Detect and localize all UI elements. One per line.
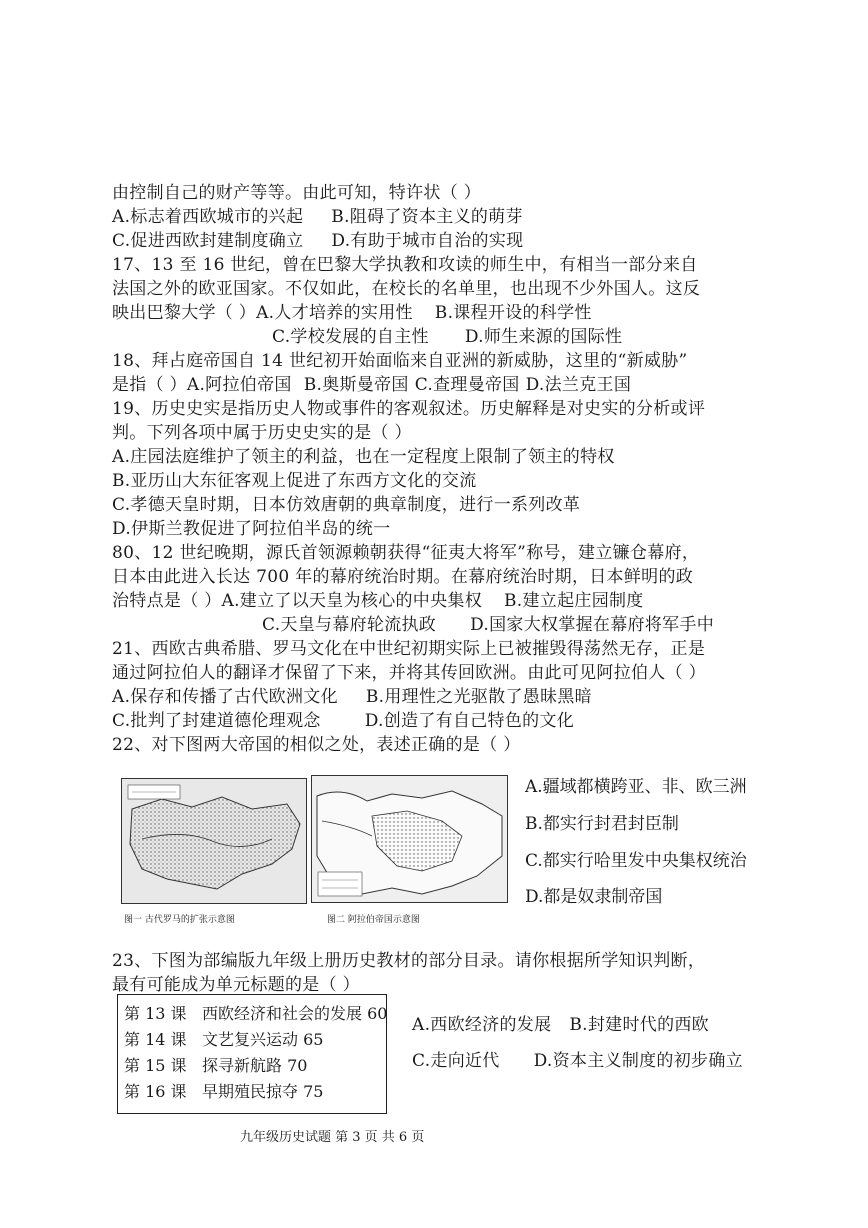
q23-option-a[interactable]: A.西欧经济的发展 [412,1015,552,1035]
toc-row [124,1053,307,1076]
toc-title: 西欧经济和社会的发展 60 [202,1004,388,1023]
q17-option-c[interactable]: C.学校发展的自主性 [272,327,429,347]
q20-stem-line3 [112,590,644,612]
q21-option-c[interactable]: C.批判了封建道德伦理观念 [112,711,321,731]
q16-option-a[interactable]: A.标志着西欧城市的兴起 [112,207,304,227]
toc-row [124,1001,387,1024]
q19-option-a[interactable]: A.庄园法庭维护了领主的利益，也在一定程度上限制了领主的特权 [112,447,615,467]
q16-options-row2 [112,230,523,252]
toc-lesson: 第 15 课 [124,1056,187,1075]
toc-row [124,1027,323,1050]
q23-options-row1 [412,1014,709,1036]
q18-stem-line1: 18、拜占庭帝国自 14 世纪初开始面临来自亚洲的新威胁，这里的“新威胁” [112,351,688,371]
q23-option-c[interactable]: C.走向近代 [412,1051,500,1071]
q21-option-a[interactable]: A.保存和传播了古代欧洲文化 [112,687,338,707]
q19-option-d[interactable]: D.伊斯兰教促进了阿拉伯半岛的统一 [112,519,391,539]
q16-options-row1 [112,206,523,228]
map-arab-image [312,776,507,902]
q18-option-a[interactable]: A.阿拉伯帝国 [186,375,292,395]
q20-stem-tail: 治特点是（ ） [112,591,222,611]
q18-option-d[interactable]: D.法兰克王国 [525,375,632,395]
q18-stem-line2 [112,374,631,396]
q20-options-row2 [262,614,714,636]
q17-stem-line1: 17、13 至 16 世纪，曾在巴黎大学执教和攻读的师生中，有相当一部分来自 [112,255,698,275]
q17-options-row2 [272,326,622,348]
q22-stem: 22、对下图两大帝国的相似之处，表述正确的是（ ） [112,735,521,755]
q16-option-b[interactable]: B.阻碍了资本主义的萌芽 [331,207,523,227]
q17-stem-tail: 映出巴黎大学（ ） [112,303,257,323]
q20-option-a[interactable]: A.建立了以天皇为核心的中央集权 [221,591,482,611]
q23-stem-line2: 最有可能成为单元标题的是（ ） [112,975,360,995]
map1-caption: 图一 古代罗马的扩张示意图 [124,915,235,925]
toc-row [124,1079,323,1102]
q21-stem-line1: 21、西欧古典希腊、罗马文化在中世纪初期实际上已被摧毁得荡然无存，正是 [112,639,706,659]
q20-option-c[interactable]: C.天皇与幕府轮流执政 [262,615,437,635]
q17-option-b[interactable]: B.课程开设的科学性 [434,303,592,323]
q23-option-b[interactable]: B.封建时代的西欧 [569,1015,709,1035]
q20-stem-line1: 80、12 世纪晚期，源氏首领源赖朝获得“征夷大将军”称号，建立镰仓幕府， [112,543,700,563]
q16-option-c[interactable]: C.促进西欧封建制度确立 [112,231,304,251]
q17-option-a[interactable]: A.人才培养的实用性 [256,303,413,323]
toc-title: 早期殖民掠夺 75 [202,1082,324,1101]
q23-options-row2 [412,1050,743,1072]
page-footer: 九年级历史试题 第 3 页 共 6 页 [240,1130,425,1145]
q21-options-row2 [112,710,574,732]
q17-option-d[interactable]: D.师生来源的国际性 [464,327,623,347]
q17-stem-line2: 法国之外的欧亚国家。不仅如此，在校长的名单里，也出现不少外国人。这反 [112,279,701,299]
q22-option-b[interactable]: B.都实行封君封臣制 [525,814,679,834]
q19-option-c[interactable]: C.孝德天皇时期，日本仿效唐朝的典章制度，进行一系列改革 [112,495,581,515]
map2-caption: 图二 阿拉伯帝国示意图 [327,915,420,925]
q19-option-b[interactable]: B.亚历山大东征客观上促进了东西方文化的交流 [112,471,477,491]
q19-stem-line1: 19、历史史实是指历史人物或事件的客观叙述。历史解释是对史实的分析或评 [112,399,706,419]
q22-option-d[interactable]: D.都是奴隶制帝国 [525,887,663,907]
map-arab-empire [311,775,508,903]
q21-stem-line2: 通过阿拉伯人的翻译才保留了下来，并将其传回欧洲。由此可见阿拉伯人（ ） [112,663,706,683]
q19-stem-line2: 判。下列各项中属于历史史实的是（ ） [112,423,412,443]
q20-option-d[interactable]: D.国家大权掌握在幕府将军手中 [470,615,715,635]
q16-stem: 由控制自己的财产等等。由此可知，特许状（ ） [112,183,482,203]
q16-option-d[interactable]: D.有助于城市自治的实现 [331,231,524,251]
toc-lesson: 第 16 课 [124,1082,187,1101]
q18-stem-tail: 是指（ ） [112,375,187,395]
q20-stem-line2: 日本由此进入长达 700 年的幕府统治时期。在幕府统治时期，日本鲜明的政 [112,567,694,587]
q18-option-c[interactable]: C.查理曼帝国 [414,375,520,395]
textbook-contents-table [117,994,387,1114]
q17-stem-line3 [112,302,592,324]
toc-lesson: 第 14 课 [124,1030,187,1049]
toc-lesson: 第 13 课 [124,1004,187,1023]
q18-option-b[interactable]: B.奥斯曼帝国 [303,375,409,395]
q22-option-a[interactable]: A.疆域都横跨亚、非、欧三洲 [525,777,747,797]
toc-title: 文艺复兴运动 65 [202,1030,324,1049]
q21-options-row1 [112,686,592,708]
q23-stem-line1: 23、下图为部编版九年级上册历史教材的部分目录。请你根据所学知识判断， [112,951,706,971]
q22-option-c[interactable]: C.都实行哈里发中央集权统治 [525,851,747,871]
q20-option-b[interactable]: B.建立起庄园制度 [504,591,644,611]
q21-option-d[interactable]: D.创造了有自己特色的文化 [364,711,575,731]
q21-option-b[interactable]: B.用理性之光驱散了愚昧黑暗 [365,687,592,707]
toc-title: 探寻新航路 70 [202,1056,308,1075]
map-roman-image [122,779,306,903]
q23-option-d[interactable]: D.资本主义制度的初步确立 [533,1051,743,1071]
map-roman-expansion [121,778,307,904]
